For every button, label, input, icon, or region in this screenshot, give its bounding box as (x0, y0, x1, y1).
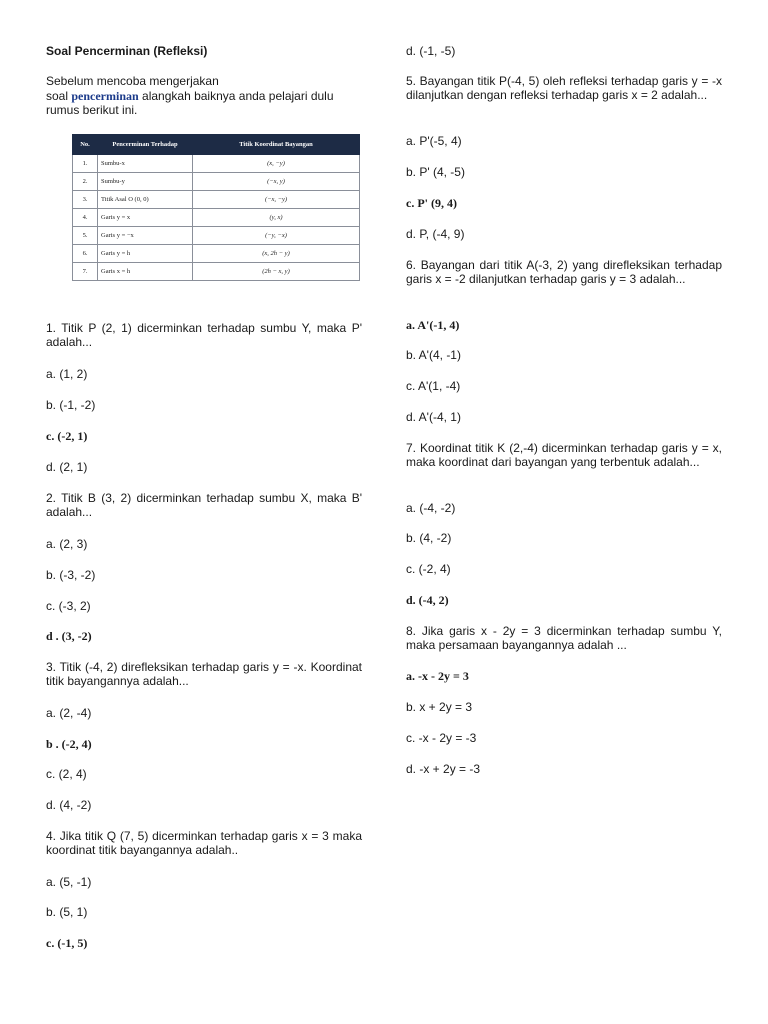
option-3c: c. (2, 4) (46, 767, 87, 781)
option-4d: d. (-1, -5) (406, 44, 456, 58)
question-8: 8. Jika garis x - 2y = 3 dicerminkan terhadap sumbu Y, maka persamaan bayangannya adalah ... (406, 624, 722, 652)
option-8c: c. -x - 2y = -3 (406, 731, 477, 745)
cell-no: 5. (73, 227, 98, 245)
cell-mirror: Garis y = −x (98, 227, 193, 245)
question-5: 5. Bayangan titik P(-4, 5) oleh refleksi terhadap garis y = -x dilanjutkan dengan refleksi terhadap garis x = 2 adalah... (406, 74, 722, 102)
option-6a-answer: a. A'(-1, 4) (406, 318, 460, 332)
option-7b: b. (4, -2) (406, 531, 452, 545)
cell-coord: (2h − x, y) (193, 263, 360, 281)
table-header-row (73, 135, 360, 155)
intro-suffix: alangkah baiknya anda pelajari dulu (138, 89, 334, 103)
option-6d: d. A'(-4, 1) (406, 410, 461, 424)
option-4a: a. (5, -1) (46, 875, 92, 889)
question-1: 1. Titik P (2, 1) dicerminkan terhadap sumbu Y, maka P' adalah... (46, 321, 362, 349)
cell-no: 7. (73, 263, 98, 281)
option-4b: b. (5, 1) (46, 905, 88, 919)
cell-coord: (x, 2h − y) (193, 245, 360, 263)
option-1a: a. (1, 2) (46, 367, 88, 381)
table-row (73, 263, 360, 281)
cell-no: 3. (73, 191, 98, 209)
option-4c-answer: c. (-1, 5) (46, 936, 88, 950)
table-row (73, 245, 360, 263)
cell-mirror: Sumbu-x (98, 155, 193, 173)
cell-no: 6. (73, 245, 98, 263)
table-row (73, 173, 360, 191)
page-title: Soal Pencerminan (Refleksi) (46, 44, 208, 58)
option-8b: b. x + 2y = 3 (406, 700, 473, 714)
cell-mirror: Titik Asal O (0, 0) (98, 191, 193, 209)
option-5a: a. P'(-5, 4) (406, 134, 462, 148)
table-row (73, 191, 360, 209)
intro-line-2 (46, 89, 362, 103)
cell-coord: (−y, −x) (193, 227, 360, 245)
option-8a-answer: a. -x - 2y = 3 (406, 669, 469, 683)
option-1d: d. (2, 1) (46, 460, 88, 474)
cell-coord: (−x, −y) (193, 191, 360, 209)
intro-line-3: rumus berikut ini. (46, 103, 138, 117)
cell-coord: (x, −y) (193, 155, 360, 173)
intro-prefix: soal (46, 89, 72, 103)
intro-line-1: Sebelum mencoba mengerjakan (46, 74, 219, 88)
option-2b: b. (-3, -2) (46, 568, 96, 582)
option-6b: b. A'(4, -1) (406, 348, 461, 362)
cell-coord: (y, x) (193, 209, 360, 227)
option-2c: c. (-3, 2) (46, 599, 91, 613)
option-5c-answer: c. P' (9, 4) (406, 196, 457, 210)
table-row (73, 155, 360, 173)
cell-mirror: Garis y = h (98, 245, 193, 263)
question-7: 7. Koordinat titik K (2,-4) dicerminkan terhadap garis y = x, maka koordinat dari bayangan yang terbentuk adalah... (406, 441, 722, 469)
pencerminan-link[interactable]: pencerminan (71, 89, 139, 103)
question-4: 4. Jika titik Q (7, 5) dicerminkan terhadap garis x = 3 maka koordinat titik bayangannya adalah.. (46, 829, 362, 857)
cell-no: 2. (73, 173, 98, 191)
header-titik: Titik Koordinat Bayangan (193, 135, 360, 155)
table-row (73, 227, 360, 245)
header-pencerminan: Pencerminan Terhadap (98, 135, 193, 155)
header-no: No. (73, 135, 98, 155)
table-row (73, 209, 360, 227)
cell-mirror: Garis x = h (98, 263, 193, 281)
question-6: 6. Bayangan dari titik A(-3, 2) yang direfleksikan terhadap garis x = -2 dilanjutkan terhadap garis y = 3 adalah... (406, 258, 722, 286)
option-1b: b. (-1, -2) (46, 398, 96, 412)
option-6c: c. A'(1, -4) (406, 379, 461, 393)
option-1c-answer: c. (-2, 1) (46, 429, 88, 443)
option-7d-answer: d. (-4, 2) (406, 593, 449, 607)
cell-no: 1. (73, 155, 98, 173)
option-5d: d. P, (-4, 9) (406, 227, 465, 241)
option-7c: c. (-2, 4) (406, 562, 451, 576)
cell-coord: (−x, y) (193, 173, 360, 191)
option-3a: a. (2, -4) (46, 706, 92, 720)
option-5b: b. P' (4, -5) (406, 165, 465, 179)
cell-mirror: Garis y = x (98, 209, 193, 227)
question-2: 2. Titik B (3, 2) dicerminkan terhadap sumbu X, maka B' adalah... (46, 491, 362, 519)
option-3b-answer: b . (-2, 4) (46, 737, 92, 751)
cell-no: 4. (73, 209, 98, 227)
reflection-formula-table (72, 134, 360, 281)
option-8d: d. -x + 2y = -3 (406, 762, 481, 776)
option-2a: a. (2, 3) (46, 537, 88, 551)
option-7a: a. (-4, -2) (406, 501, 456, 515)
option-2d-answer: d . (3, -2) (46, 629, 92, 643)
option-3d: d. (4, -2) (46, 798, 92, 812)
cell-mirror: Sumbu-y (98, 173, 193, 191)
question-3: 3. Titik (-4, 2) direfleksikan terhadap garis y = -x. Koordinat titik bayangannya adalah... (46, 660, 362, 688)
